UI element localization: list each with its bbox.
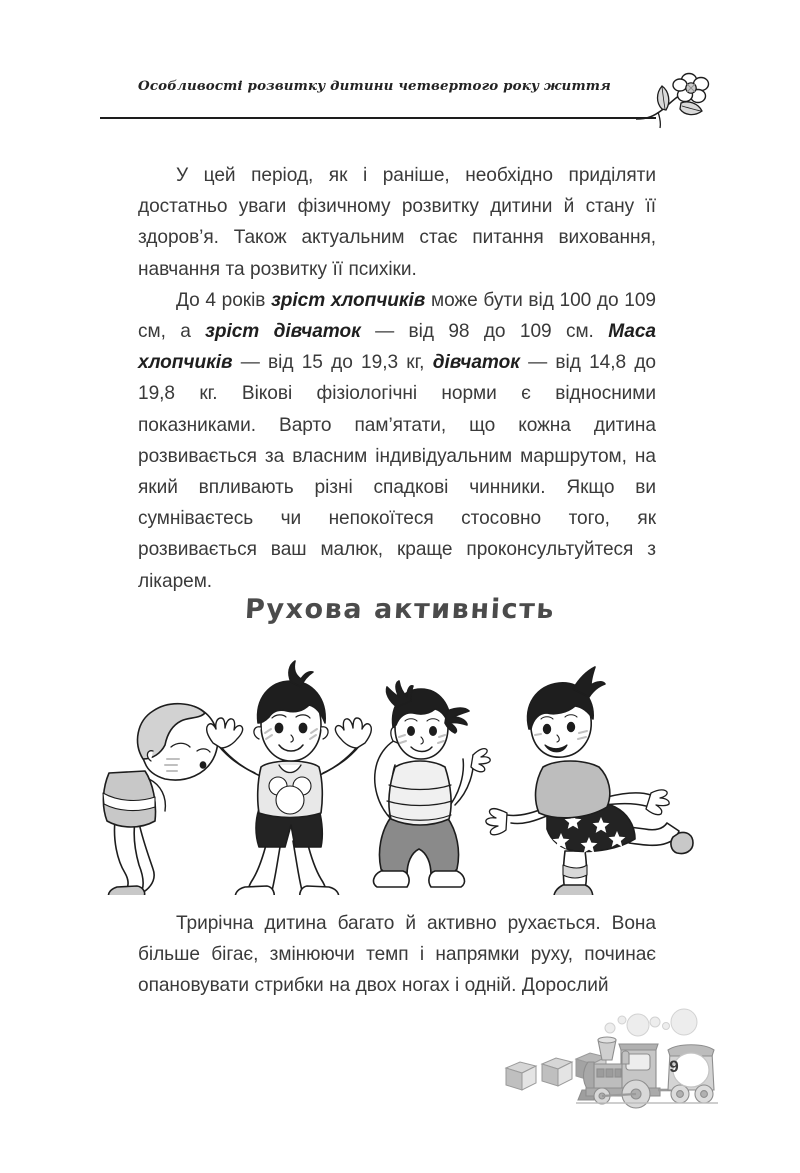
paragraph-2-run-9: — від 14,8 до 19,8 кг. Віковi фізіологічні норми є відносними показниками. Варто пам’ятати, що кожна дитина розвивається за власним індивідуальним маршрутом, на який впливають різні спадкові чинники. Якщо ви сумніваєтесь чи непокоїтеся стосовно того, як розвивається ваш малюк, краще проконсультуйтеся з лікарем. <box>138 352 656 592</box>
running-head: Особливості розвитку дитини четвертого року життя <box>138 78 611 94</box>
paragraph-2 <box>138 285 656 597</box>
paragraph-3-run-1: Трирічна дитина багато й активно рухається. Вона більше бігає, змінюючи темп і напрямки руху, починає опановувати стрибки на двох ногах і одній. Дорослий <box>138 913 656 997</box>
header-rule <box>100 117 656 119</box>
paragraph-3 <box>138 908 656 1002</box>
term-weight-boys: Маса хлопчиків <box>138 321 656 374</box>
body-text-column-lower <box>138 908 656 1002</box>
toy-train-icon <box>576 1037 718 1108</box>
term-height-boys: зріст хлопчиків <box>271 289 426 311</box>
paragraph-2-run-1: До 4 років <box>176 289 272 311</box>
paragraph-2-run-7: — від 15 до 19,3 кг, <box>232 352 433 374</box>
paragraph-1-run-1: У цей період, як і раніше, необхідно приділяти достатньо уваги фізичному розвитку дитини й стану її здоров’я. Також актуальним стає питання виховання, навчання та розвитку її психіки. <box>138 165 656 280</box>
page-number: 9 <box>669 1057 679 1076</box>
paragraph-2-run-3: може бути від 100 до 109 см, а <box>138 289 656 343</box>
term-weight-girls: дівчаток <box>432 352 520 374</box>
boy-arms-raised <box>207 661 372 895</box>
illustration-children-activity <box>95 655 705 895</box>
section-heading: Рухова активність <box>244 594 556 625</box>
girl-squatting <box>374 681 491 887</box>
flower-branch-icon <box>636 72 714 130</box>
child-bending-over <box>103 704 218 895</box>
body-text-column <box>138 160 656 597</box>
term-height-girls: зріст дівчаток <box>205 321 361 343</box>
paragraph-2-run-5: — від 98 до 109 см. <box>360 321 609 343</box>
girl-balancing-one-leg <box>486 667 693 895</box>
paragraph-1 <box>138 160 656 285</box>
